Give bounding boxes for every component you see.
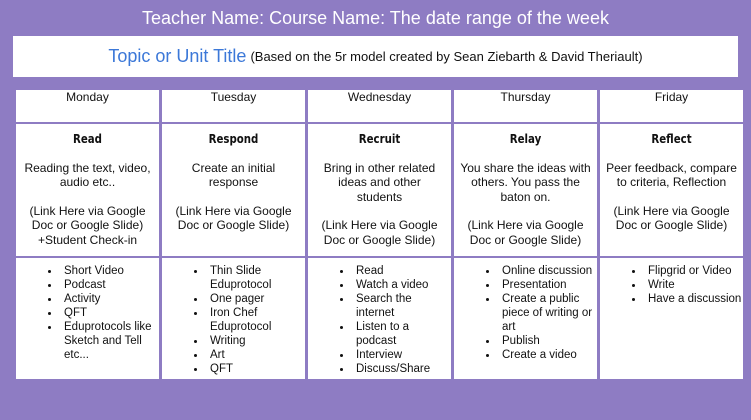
day-header-row — [16, 90, 743, 122]
phase-title: Read — [73, 132, 102, 146]
list-item: • Interview — [352, 348, 451, 362]
phase-link-note: (Link Here via Google Doc or Google Slide) +Student Check-in — [29, 203, 146, 247]
list-item: • Activity — [60, 292, 159, 306]
list-item: • Writing — [206, 334, 305, 348]
list-item: • Flipgrid or Video — [644, 264, 743, 278]
list-item: • QFT — [206, 362, 305, 376]
list-item: • Eduprotocols like Sketch and Tell etc... — [60, 320, 159, 362]
topic-title: Topic or Unit Title — [108, 46, 247, 66]
list-item: • Listen to a podcast — [352, 320, 451, 348]
list-item: • Short Video — [60, 264, 159, 278]
activity-list — [16, 264, 159, 362]
list-item: • Publish — [498, 334, 597, 348]
phase-cell-read — [16, 124, 159, 256]
list-item: • Discuss/Share — [352, 362, 451, 376]
day-tuesday: Tuesday — [162, 90, 305, 122]
activity-list — [454, 264, 597, 362]
list-item: • QFT — [60, 306, 159, 320]
list-item: • Create a public piece of writing or art — [498, 292, 597, 334]
activities-friday — [600, 258, 743, 379]
day-monday: Monday — [16, 90, 159, 122]
list-item: • Watch a video — [352, 278, 451, 292]
phase-description: Bring in other related ideas and other students — [323, 160, 436, 204]
phase-cell-relay — [454, 124, 597, 256]
day-thursday: Thursday — [454, 90, 597, 122]
activity-list — [308, 264, 451, 376]
phase-link-note: (Link Here via Google Doc or Google Slide) — [613, 203, 730, 232]
weekly-plan-table — [13, 88, 746, 381]
list-item: • Read — [352, 264, 451, 278]
phase-row — [16, 124, 743, 256]
activities-wednesday — [308, 258, 451, 379]
topic-box — [13, 36, 738, 77]
phase-title: Relay — [509, 132, 542, 146]
topic-attribution: (Based on the 5r model created by Sean Ziebarth & David Theriault) — [250, 49, 643, 64]
list-item: • Search the internet — [352, 292, 451, 320]
phase-link-note: (Link Here via Google Doc or Google Slide) — [321, 218, 438, 247]
activities-tuesday — [162, 258, 305, 379]
activity-list — [162, 264, 305, 376]
day-wednesday: Wednesday — [308, 90, 451, 122]
phase-title: Reflect — [651, 132, 692, 146]
list-item: • Have a discussion — [644, 292, 743, 306]
phase-link-note: (Link Here via Google Doc or Google Slide) — [175, 203, 292, 232]
day-friday: Friday — [600, 90, 743, 122]
phase-title: Respond — [208, 132, 259, 146]
list-item: • Write — [644, 278, 743, 292]
phase-cell-reflect — [600, 124, 743, 256]
phase-description: You share the ideas with others. You pass the baton on. — [460, 160, 591, 204]
list-item: • Presentation — [498, 278, 597, 292]
phase-cell-recruit — [308, 124, 451, 256]
activities-monday — [16, 258, 159, 379]
list-item: • Thin Slide Eduprotocol — [206, 264, 305, 292]
page-title: Teacher Name: Course Name: The date range of the week — [142, 8, 609, 28]
phase-description: Create an initial response — [191, 160, 276, 189]
activities-row — [16, 258, 743, 379]
activities-thursday — [454, 258, 597, 379]
activity-list — [600, 264, 743, 306]
phase-link-note: (Link Here via Google Doc or Google Slide) — [467, 218, 584, 247]
list-item: • One pager — [206, 292, 305, 306]
list-item: • Iron Chef Eduprotocol — [206, 306, 305, 334]
phase-title: Recruit — [358, 132, 401, 146]
phase-description: Peer feedback, compare to criteria, Reflection — [606, 160, 737, 189]
phase-cell-respond — [162, 124, 305, 256]
list-item: • Create a video — [498, 348, 597, 362]
list-item: • Online discussion — [498, 264, 597, 278]
phase-description: Reading the text, video, audio etc.. — [24, 160, 151, 189]
list-item: • Podcast — [60, 278, 159, 292]
list-item: • Art — [206, 348, 305, 362]
